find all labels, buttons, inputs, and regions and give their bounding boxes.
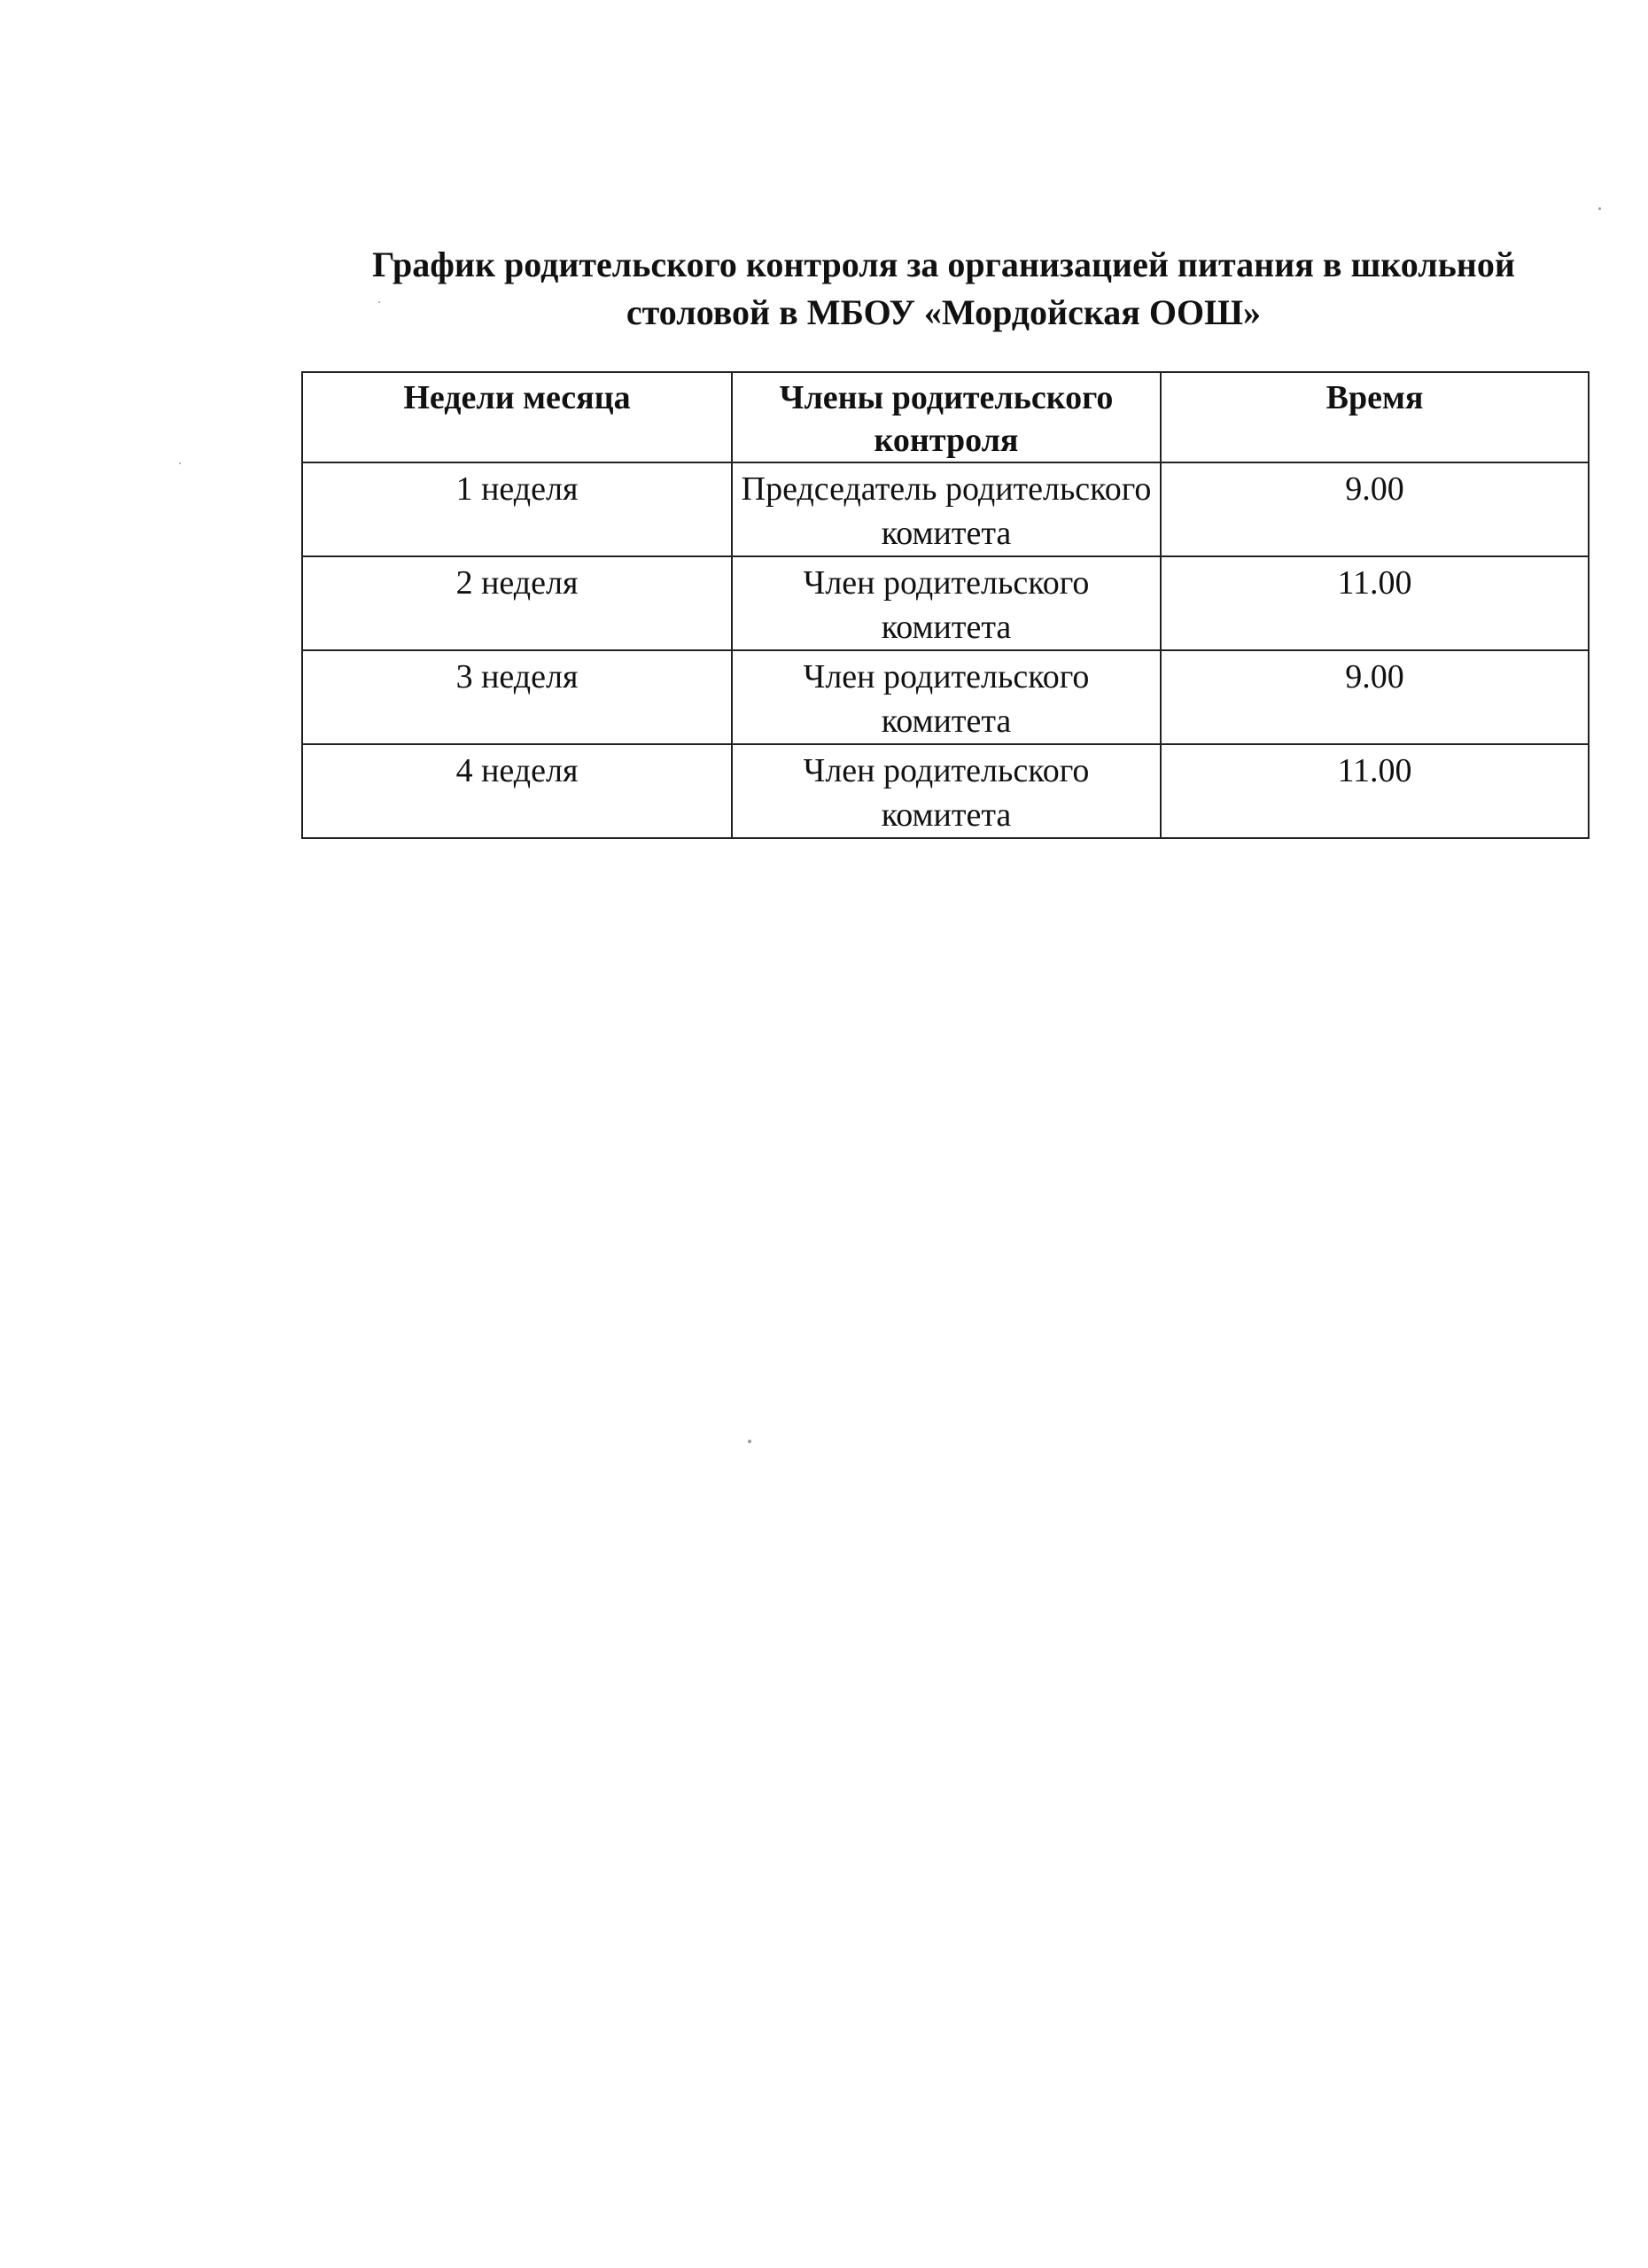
table-header-row	[302, 372, 1589, 462]
table-row	[302, 744, 1589, 838]
cell-member: Председатель родительского комитета	[732, 462, 1161, 556]
header-time: Время	[1161, 372, 1589, 462]
cell-member: Член родительского комитета	[732, 744, 1161, 838]
cell-member: Член родительского комитета	[732, 650, 1161, 744]
cell-time: 9.00	[1161, 462, 1589, 556]
title-line-1: График родительского контроля за организацией питания в школьной	[372, 245, 1515, 284]
title-line-2: столовой в МБОУ «Мордойская ООШ»	[626, 292, 1262, 332]
cell-week: 4 неделя	[302, 744, 732, 838]
cell-week: 2 неделя	[302, 556, 732, 650]
header-members: Члены родительского контроля	[732, 372, 1161, 462]
cell-week: 1 неделя	[302, 462, 732, 556]
table-row	[302, 556, 1589, 650]
scan-speck	[748, 1440, 751, 1443]
cell-week: 3 неделя	[302, 650, 732, 744]
header-weeks: Недели месяца	[302, 372, 732, 462]
schedule-table	[301, 371, 1590, 839]
cell-member: Член родительского комитета	[732, 556, 1161, 650]
scan-speck	[1598, 207, 1601, 210]
cell-time: 11.00	[1161, 556, 1589, 650]
scan-speck	[179, 462, 181, 464]
scan-speck	[378, 301, 380, 303]
cell-time: 9.00	[1161, 650, 1589, 744]
cell-time: 11.00	[1161, 744, 1589, 838]
table-row	[302, 650, 1589, 744]
table-row	[302, 462, 1589, 556]
document-title	[301, 241, 1586, 337]
